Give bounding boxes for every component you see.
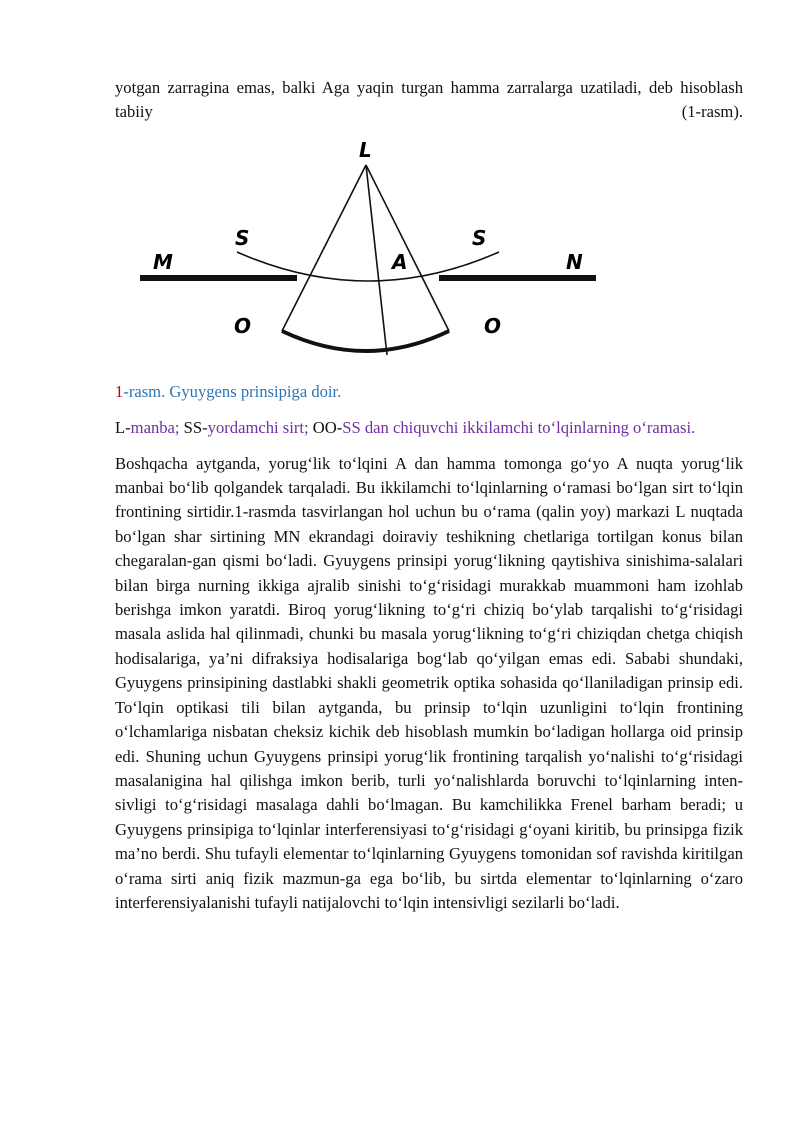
label-S-left: S: [235, 225, 250, 250]
legend-OO-key: OO-: [312, 418, 343, 438]
legend-OO-value: SS dan chiquvchi ikkilamchi to‘lqinlarning o‘ramasi.: [342, 418, 696, 438]
legend-L-key: L-: [115, 418, 131, 438]
label-M: M: [153, 249, 173, 274]
cone-left-line: [282, 165, 366, 331]
label-S-right: S: [472, 225, 487, 250]
label-L: L: [359, 137, 372, 162]
label-O-right: O: [484, 313, 502, 338]
huygens-diagram: [115, 135, 743, 371]
caption-number: 1: [115, 381, 124, 401]
figure-1: [115, 135, 743, 371]
label-N: N: [566, 249, 583, 274]
intro-paragraph: yotgan zarragina emas, balki Aga yaqin turgan hamma zarralarga uzatiladi, deb hisoblash tabiiy (1-rasm).: [115, 78, 743, 122]
cone-right-line: [366, 165, 449, 331]
figure-caption: [115, 380, 743, 404]
figure-legend: [115, 416, 743, 440]
legend-L-value: manba;: [130, 418, 180, 438]
document-page: [115, 76, 743, 915]
body-paragraph: Boshqacha aytganda, yorug‘lik to‘lqini A dan hamma tomonga go‘yo A nuqta yorug‘lik manbai bo‘lib qolgandek tarqaladi. Bu ikkilamchi to‘lqinlarning o‘ramasi bo‘lgan sirt to‘lqin frontining sirtidir.1-rasmda tasvirlangan hol uchun bu o‘rama (qalin yoy) markazi L nuqtada bo‘lgan shar sirtining MN ekrandagi doiraviy teshikning chetlariga tortilgan konus bilan chegaralan-gan qismi bo‘ladi. Gyuygens prinsipi yorug‘likning qaytishiva sinishima-salalari bilan birga nurning ikkiga ajralib sinishi to‘g‘risidagi murakkab muammoni ham izohlab berishga imkon yaratdi. Biroq yorug‘likning to‘g‘ri chiziq bo‘ylab tarqalishi to‘g‘risidagi masala aslida hal qilinmadi, chunki bu masala yorug‘likning to‘g‘ri chiziqdan chetga chiqish hodisalariga, ya’ni difraksiya hodisalariga bog‘lab qo‘yilgan emas edi. Sababi shundaki, Gyuygens prinsipining dastlabki shakli geometrik optika sohasida qo‘llaniladigan prinsip edi. To‘lqin optikasi tili bilan aytganda, bu prinsip to‘lqin uzunligini to‘lqin frontining o‘lchamlariga nisbatan cheksiz kichik deb hisoblash mumkin bo‘ladigan hollarga oid prinsip edi. Shuning uchun Gyuygens prinsipi yorug‘lik frontining tarqalish yo‘nalishi to‘g‘risidagi masalanigina hal qilishga imkon berib, turli yo‘nalishlarda boruvchi to‘lqinlarning inten-sivligi to‘g‘risidagi masalaga dahli bo‘lmagan. Bu kamchilikka Frenel barham beradi; u Gyuygens prinsipiga to‘lqinlar interferensiyasi to‘g‘risidagi g‘oyani kiritib, bu prinsipga fizik ma’no berdi. Shu tufayli elementar to‘lqinlarning Gyuygens tomonidan sof ravishda kiritilgan o‘rama sirti aniq fizik mazmun-ga ega bo‘lib, bu sirtda elementar to‘lqinlarning o‘zaro interferensiyalanishi tufayli natijalovchi to‘lqin intensivligi sezilarli bo‘ladi.: [115, 453, 743, 912]
envelope-arc: [282, 331, 449, 351]
legend-SS-value: yordamchi sirt;: [207, 418, 309, 438]
label-O-left: O: [234, 313, 252, 338]
legend-SS-key: SS-: [183, 418, 208, 438]
ray-to-A: [366, 165, 387, 355]
label-A: A: [392, 249, 408, 274]
caption-text: -rasm. Gyuygens prinsipiga doir.: [123, 381, 342, 401]
